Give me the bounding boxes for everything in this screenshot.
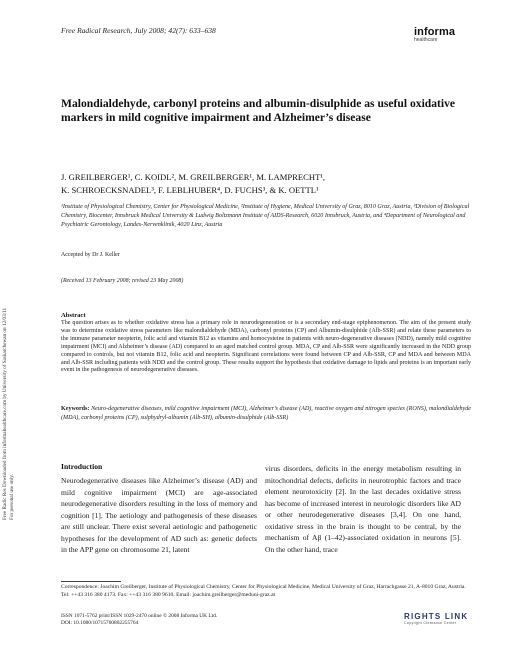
logo-sub: healthcare [414, 37, 438, 43]
rightslink-name: RIGHTS LINK [404, 612, 469, 621]
correspondence-note: Correspondence: Joachim Greilberger, Institute of Physiological Chemistry, Center for Physiological Medicine, Medical University of Graz, Harrachgasse 21, A-8010 Graz, Austria. Tel: ++43 316 380 4173. Fax: ++43 316 380 9610. Email: joachim.greilberger@meduni-graz.at [61, 584, 466, 598]
article-title: Malondialdehyde, carbonyl proteins and albumin-disulphide as useful oxidative markers in mild cognitive impairment and Alzheimer’s disease [61, 97, 456, 124]
journal-citation: Free Radical Research, July 2008; 42(7): 633–638 [61, 26, 216, 35]
publisher-logo [414, 26, 474, 43]
rightslink-logo [404, 612, 474, 625]
received-dates: (Received 13 February 2008; revised 23 May 2008) [61, 278, 184, 284]
keywords-text: Neuro-degenerative diseases, mild cognitive impairment (MCI), Alzheimer’s disease (AD), reactive oxygen and nitrogen species (RONS), malondialdehyde (MDA), carbonyl proteins (CP), sulphydryl-albumin (Alb-SH), albumin-disulphide (Alb-SSR) [61, 406, 472, 421]
intro-left-column: Neurodegenerative diseases like Alzheimer’s disease (AD) and mild cognitive impairment (MCI) are age-associated neurodegenerative disorders resulting in the loss of memory and cognition [1]. The aetiology and pathogenesis of these diseases are still unclear. There exist several aetiologic and pathogenetic hypotheses for the development of AD such as: genetic defects in the APP gene on chromosome 21, latent [61, 476, 257, 554]
intro-right-column: virus disorders, deficits in the energy metabolism resulting in mitochondrial defects, deficits in neurotrophic factors and trace element neurotoxicity [2]. In the last decades oxidative stress has become of increased interest in neurologic disorders like AD or other neurodegenerative diseases [3,4]. On one hand, oxidative stress in the brain is thought to be central, by the mechanism of Aβ (1–42)-associated oxidation in neurons [5]. On the other hand, trace [265, 464, 461, 554]
personal-use-note: For personal use only. [9, 474, 15, 520]
footnote-rule [61, 581, 121, 582]
download-watermark [2, 160, 16, 520]
abstract-text: The question arises as to whether oxidative stress has a primary role in neurodegeneration or is a secondary end-stage epiphenomenon. The aim of the present study was to determine oxidative stress parameters like malondialdehyde (MDA), carbonyl proteins (CP) and Albumin-disulphide (Alb-SSR) and relate these parameters to the immune parameter neopterin, folic acid and vitamin B12 as vitamins and homocysteine in patients with neuro-degenerative diseases (NDD), namely mild cognitive impairment (MCI) and Alzheimer’s disease (AD) compared to an aged matched control group. MDA, CP and Alb-SSR were significantly increased in the NDD group compared to controls, but not vitamin B12, folic acid and neopterin. Significant correlations were found between CP and Alb-SSR, CP and MDA and between MDA and Alb-SSR including patients with NDD and the control group. These results support the hypothesis that oxidative damage to lipids and proteins is an important early event in the pathogenesis of neurodegenerative diseases. [61, 320, 471, 374]
keywords [61, 405, 471, 422]
introduction-heading: Introduction [61, 462, 103, 471]
author-list [61, 171, 461, 197]
logo-name: informa [414, 26, 456, 38]
authors-line-1: J. GREILBERGER¹, C. KOIDL², M. GREILBERGER¹, M. LAMPRECHT¹, [61, 172, 326, 182]
issn-line: ISSN 1071-5762 print/ISSN 1029-2470 online © 2008 Informa UK Ltd. [61, 613, 218, 619]
authors-line-2: K. SCHROECKSNADEL³, F. LEBLHUBER⁴, D. FUCHS³, & K. OETTL¹ [61, 185, 319, 196]
doi-line: DOI: 10.1080/10715760802255764 [61, 620, 139, 626]
download-note: Free Radic Res Downloaded from informahealthcare.com by University of Saskatchewan on 12/03/11 [2, 307, 8, 520]
abstract-heading: Abstract [61, 312, 86, 319]
accepted-by: Accepted by Dr J. Keller [61, 252, 120, 258]
affiliations: ¹Institute of Physiological Chemistry, Center for Physiological Medicine, ²Institute of Hygiene, Medical University of Graz, 8010 Graz, Austria, ³Division of Biological Chemistry, Biocenter, Innsbruck Medical University & Ludwig Boltzmann Institute of AIDS-Research, 6020 Innsbruck, Austria, and ⁴Department of Neurological and Psychiatric Gerontology, Landes-Nervenklinik, 4020 Linz, Austria [61, 204, 470, 228]
rightslink-sub: Copyright Clearance Center [404, 621, 457, 625]
issn-block [61, 613, 361, 627]
keywords-label: Keywords: [61, 406, 90, 412]
